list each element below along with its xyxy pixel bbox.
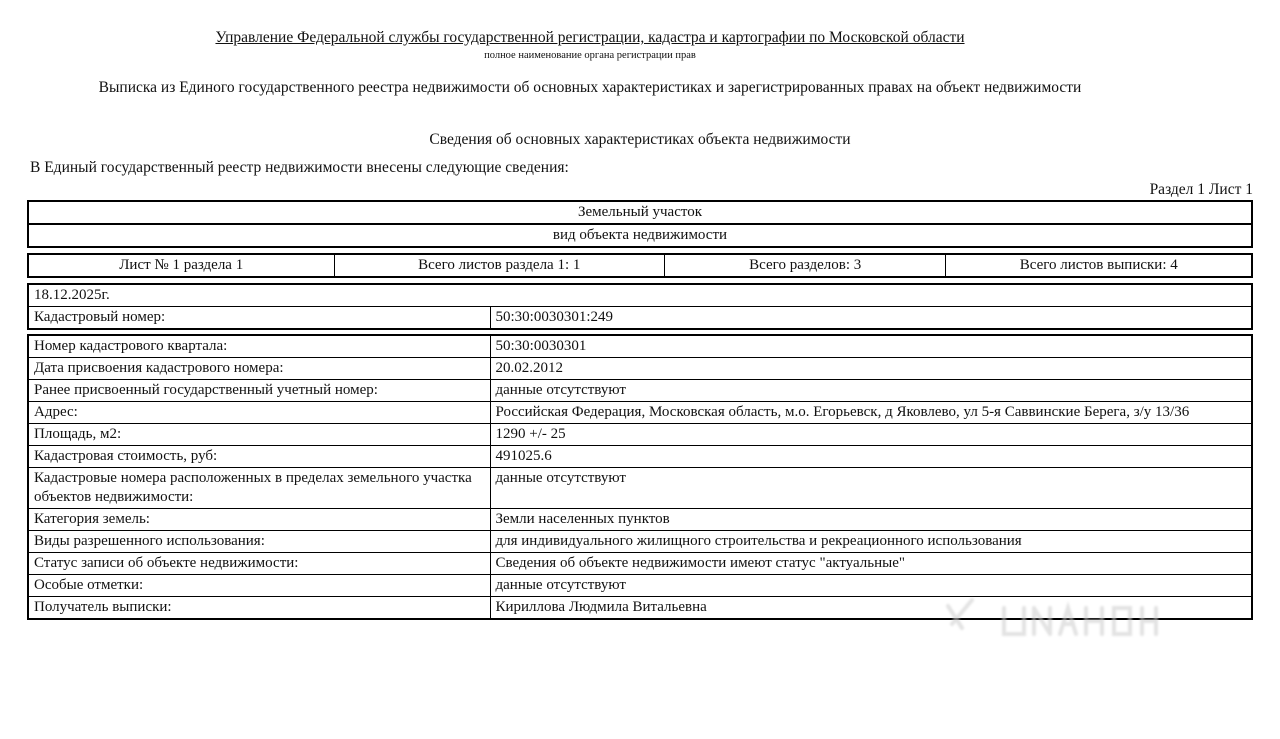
row-label: Номер кадастрового квартала: [28,335,490,358]
table-row [28,446,1252,468]
row-label: Кадастровый номер: [28,307,490,330]
table-row [28,553,1252,575]
object-type-table [27,200,1253,248]
row-label: Статус записи об объекте недвижимости: [28,553,490,575]
row-value: Сведения об объекте недвижимости имеют статус "актуальные" [490,553,1252,575]
row-value: 50:30:0030301:249 [490,307,1252,330]
section-title: Сведения об основных характеристиках объекта недвижимости [429,131,851,148]
sheet-number: Лист № 1 раздела 1 [28,254,334,277]
total-sheets: Всего листов выписки: 4 [946,254,1252,277]
row-value: данные отсутствуют [490,468,1252,509]
row-label: Адрес: [28,402,490,424]
registration-authority-caption: полное наименование органа регистрации прав [484,50,696,61]
table-row [28,531,1252,553]
object-details-table [27,334,1253,620]
table-row [28,468,1252,509]
table-row [28,201,1252,224]
table-row [28,575,1252,597]
table-row [28,307,1252,330]
row-label: Особые отметки: [28,575,490,597]
table-row [28,335,1252,358]
row-value: данные отсутствуют [490,575,1252,597]
registration-authority-title: Управление Федеральной службы государственной регистрации, кадастра и картографии по Московской области [215,29,965,46]
intro-line: В Единый государственный реестр недвижимости внесены следующие сведения: [30,159,569,176]
row-value: 491025.6 [490,446,1252,468]
extract-date: 18.12.2025г. [28,284,1252,307]
table-row [28,380,1252,402]
table-row [28,402,1252,424]
row-value: 1290 +/- 25 [490,424,1252,446]
table-row [28,358,1252,380]
row-label: Категория земель: [28,509,490,531]
row-value: Земли населенных пунктов [490,509,1252,531]
document-title: Выписка из Единого государственного реестра недвижимости об основных характеристиках и зарегистрированных правах на объект недвижимости [98,79,1082,96]
row-label: Дата присвоения кадастрового номера: [28,358,490,380]
sheets-in-section: Всего листов раздела 1: 1 [334,254,664,277]
table-row [28,284,1252,307]
row-value: 20.02.2012 [490,358,1252,380]
object-type: Земельный участок [28,201,1252,224]
object-details-rows [28,335,1252,619]
row-value: 50:30:0030301 [490,335,1252,358]
table-row [28,597,1252,620]
row-label: Ранее присвоенный государственный учетный номер: [28,380,490,402]
row-label: Получатель выписки: [28,597,490,620]
table-row [28,224,1252,247]
row-label: Кадастровая стоимость, руб: [28,446,490,468]
row-value: Кириллова Людмила Витальевна [490,597,1252,620]
row-label: Виды разрешенного использования: [28,531,490,553]
table-row [28,424,1252,446]
row-value: Российская Федерация, Московская область, м.о. Егорьевск, д Яковлево, ул 5-я Саввинские Берега, з/у 13/36 [490,402,1252,424]
cadastral-number-table [27,283,1253,330]
total-sections: Всего разделов: 3 [664,254,946,277]
row-value: для индивидуального жилищного строительства и рекреационного использования [490,531,1252,553]
row-value: данные отсутствуют [490,380,1252,402]
section-sheet-reference: Раздел 1 Лист 1 [1149,181,1253,198]
extract-tables [27,200,1253,620]
table-row [28,254,1252,277]
object-type-caption: вид объекта недвижимости [28,224,1252,247]
sheet-info-table [27,253,1253,278]
table-row [28,509,1252,531]
row-label: Площадь, м2: [28,424,490,446]
row-label: Кадастровые номера расположенных в пределах земельного участка объектов недвижимости: [28,468,490,509]
